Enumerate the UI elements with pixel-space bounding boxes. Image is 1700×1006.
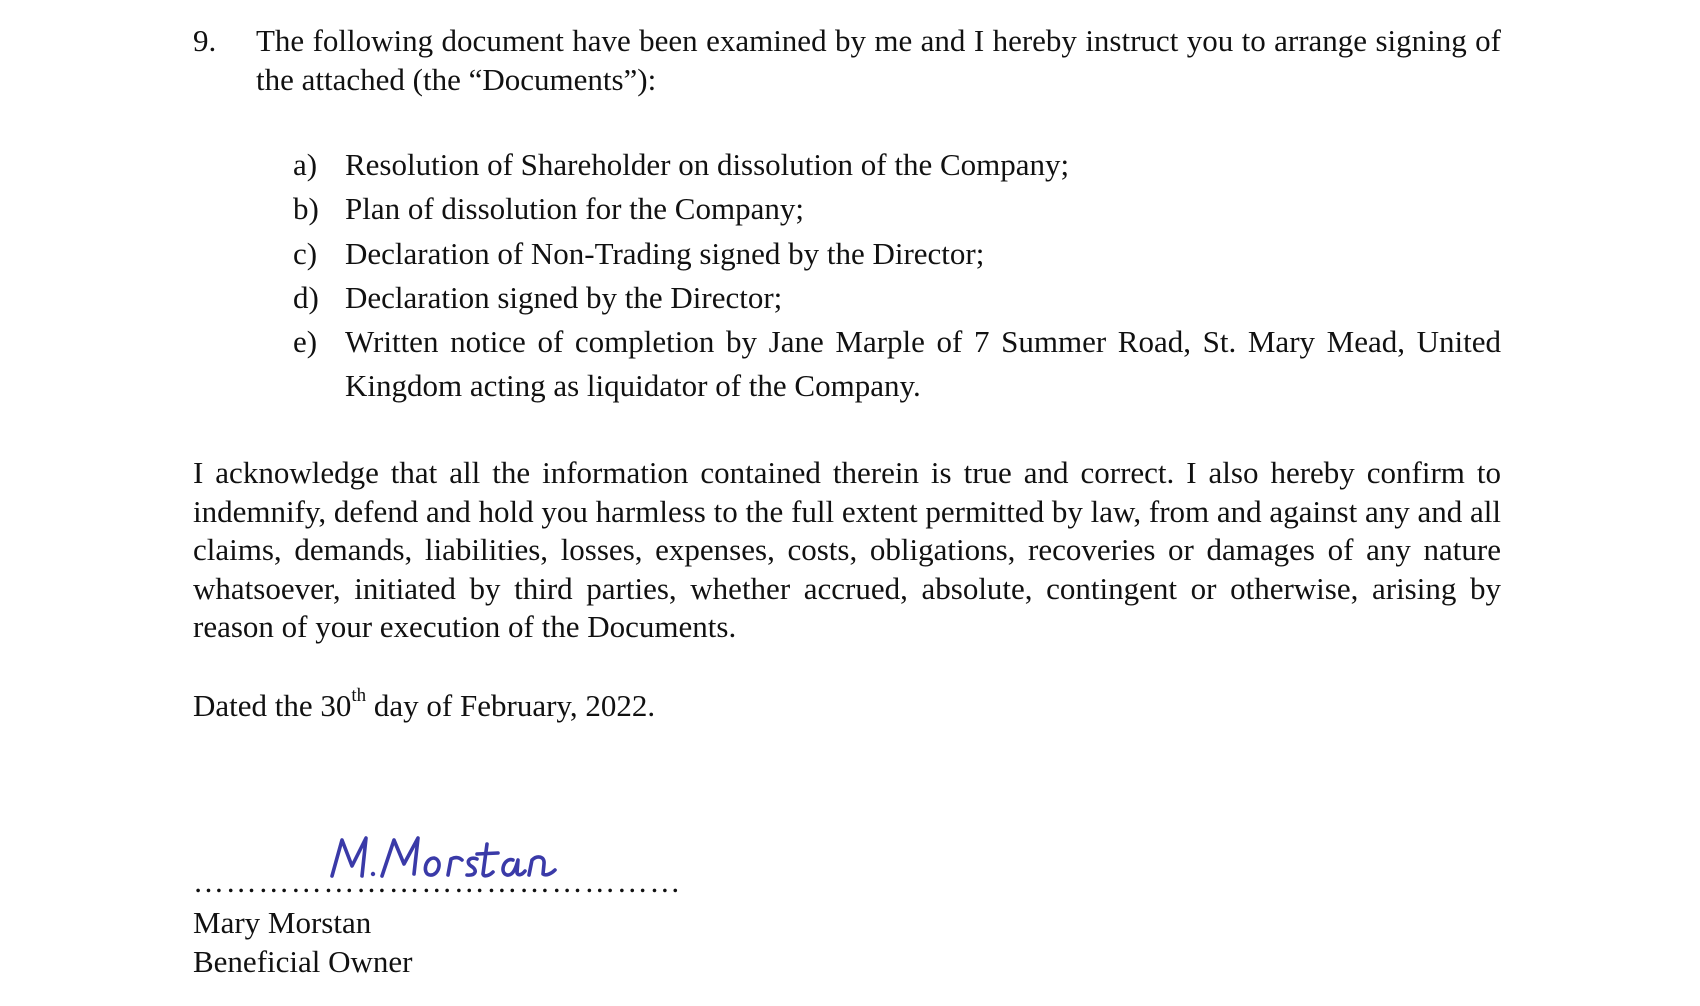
list-item-text: Declaration of Non-Trading signed by the Director; bbox=[345, 235, 985, 271]
list-item-text: Declaration signed by the Director; bbox=[345, 279, 783, 315]
acknowledgement-paragraph: I acknowledge that all the information contained therein is true and correct. I also hereby confirm to indemnify, defend and hold you harmless to the full extent permitted by law, from and against any and all claims, demands, liabilities, losses, expenses, costs, obligations, recoveries or damages of any nature whatsoever, initiated by third parties, whether accrued, absolute, contingent or otherwise, arising by reason of your execution of the Documents. bbox=[193, 455, 1501, 644]
list-item-text: Written notice of completion by Jane Marple of 7 Summer Road, St. Mary Mead, United Kingdom acting as liquidator of the Company. bbox=[345, 324, 1501, 404]
list-item-letter: b) bbox=[293, 191, 319, 227]
list-item-text: Resolution of Shareholder on dissolution of the Company; bbox=[345, 147, 1070, 182]
date-suffix: day of February, 2022. bbox=[366, 688, 656, 723]
date-prefix: Dated the 30 bbox=[193, 688, 352, 723]
signer-block bbox=[193, 904, 412, 981]
documents-list bbox=[290, 143, 1501, 409]
signer-name: Mary Morstan bbox=[193, 905, 372, 940]
list-item bbox=[290, 187, 1501, 231]
clause-number: 9. bbox=[193, 23, 217, 58]
signer-role: Beneficial Owner bbox=[193, 943, 413, 979]
list-item-letter: e) bbox=[293, 324, 318, 360]
list-item-letter: c) bbox=[293, 235, 318, 271]
clause-text: The following document have been examined by me and I hereby instruct you to arrange signing of the attached (the “Documents”): bbox=[256, 23, 1501, 97]
signature-line: ……………………………………… bbox=[193, 864, 682, 899]
list-item-text: Plan of dissolution for the Company; bbox=[345, 191, 804, 227]
list-item-letter: a) bbox=[293, 147, 318, 182]
list-item bbox=[290, 320, 1501, 409]
list-item bbox=[290, 276, 1501, 320]
list-item bbox=[290, 232, 1501, 276]
clause-9 bbox=[193, 22, 1501, 99]
list-item-letter: d) bbox=[293, 279, 319, 315]
date-ordinal: th bbox=[351, 684, 367, 706]
date-line bbox=[193, 684, 1501, 726]
list-item bbox=[290, 143, 1501, 187]
